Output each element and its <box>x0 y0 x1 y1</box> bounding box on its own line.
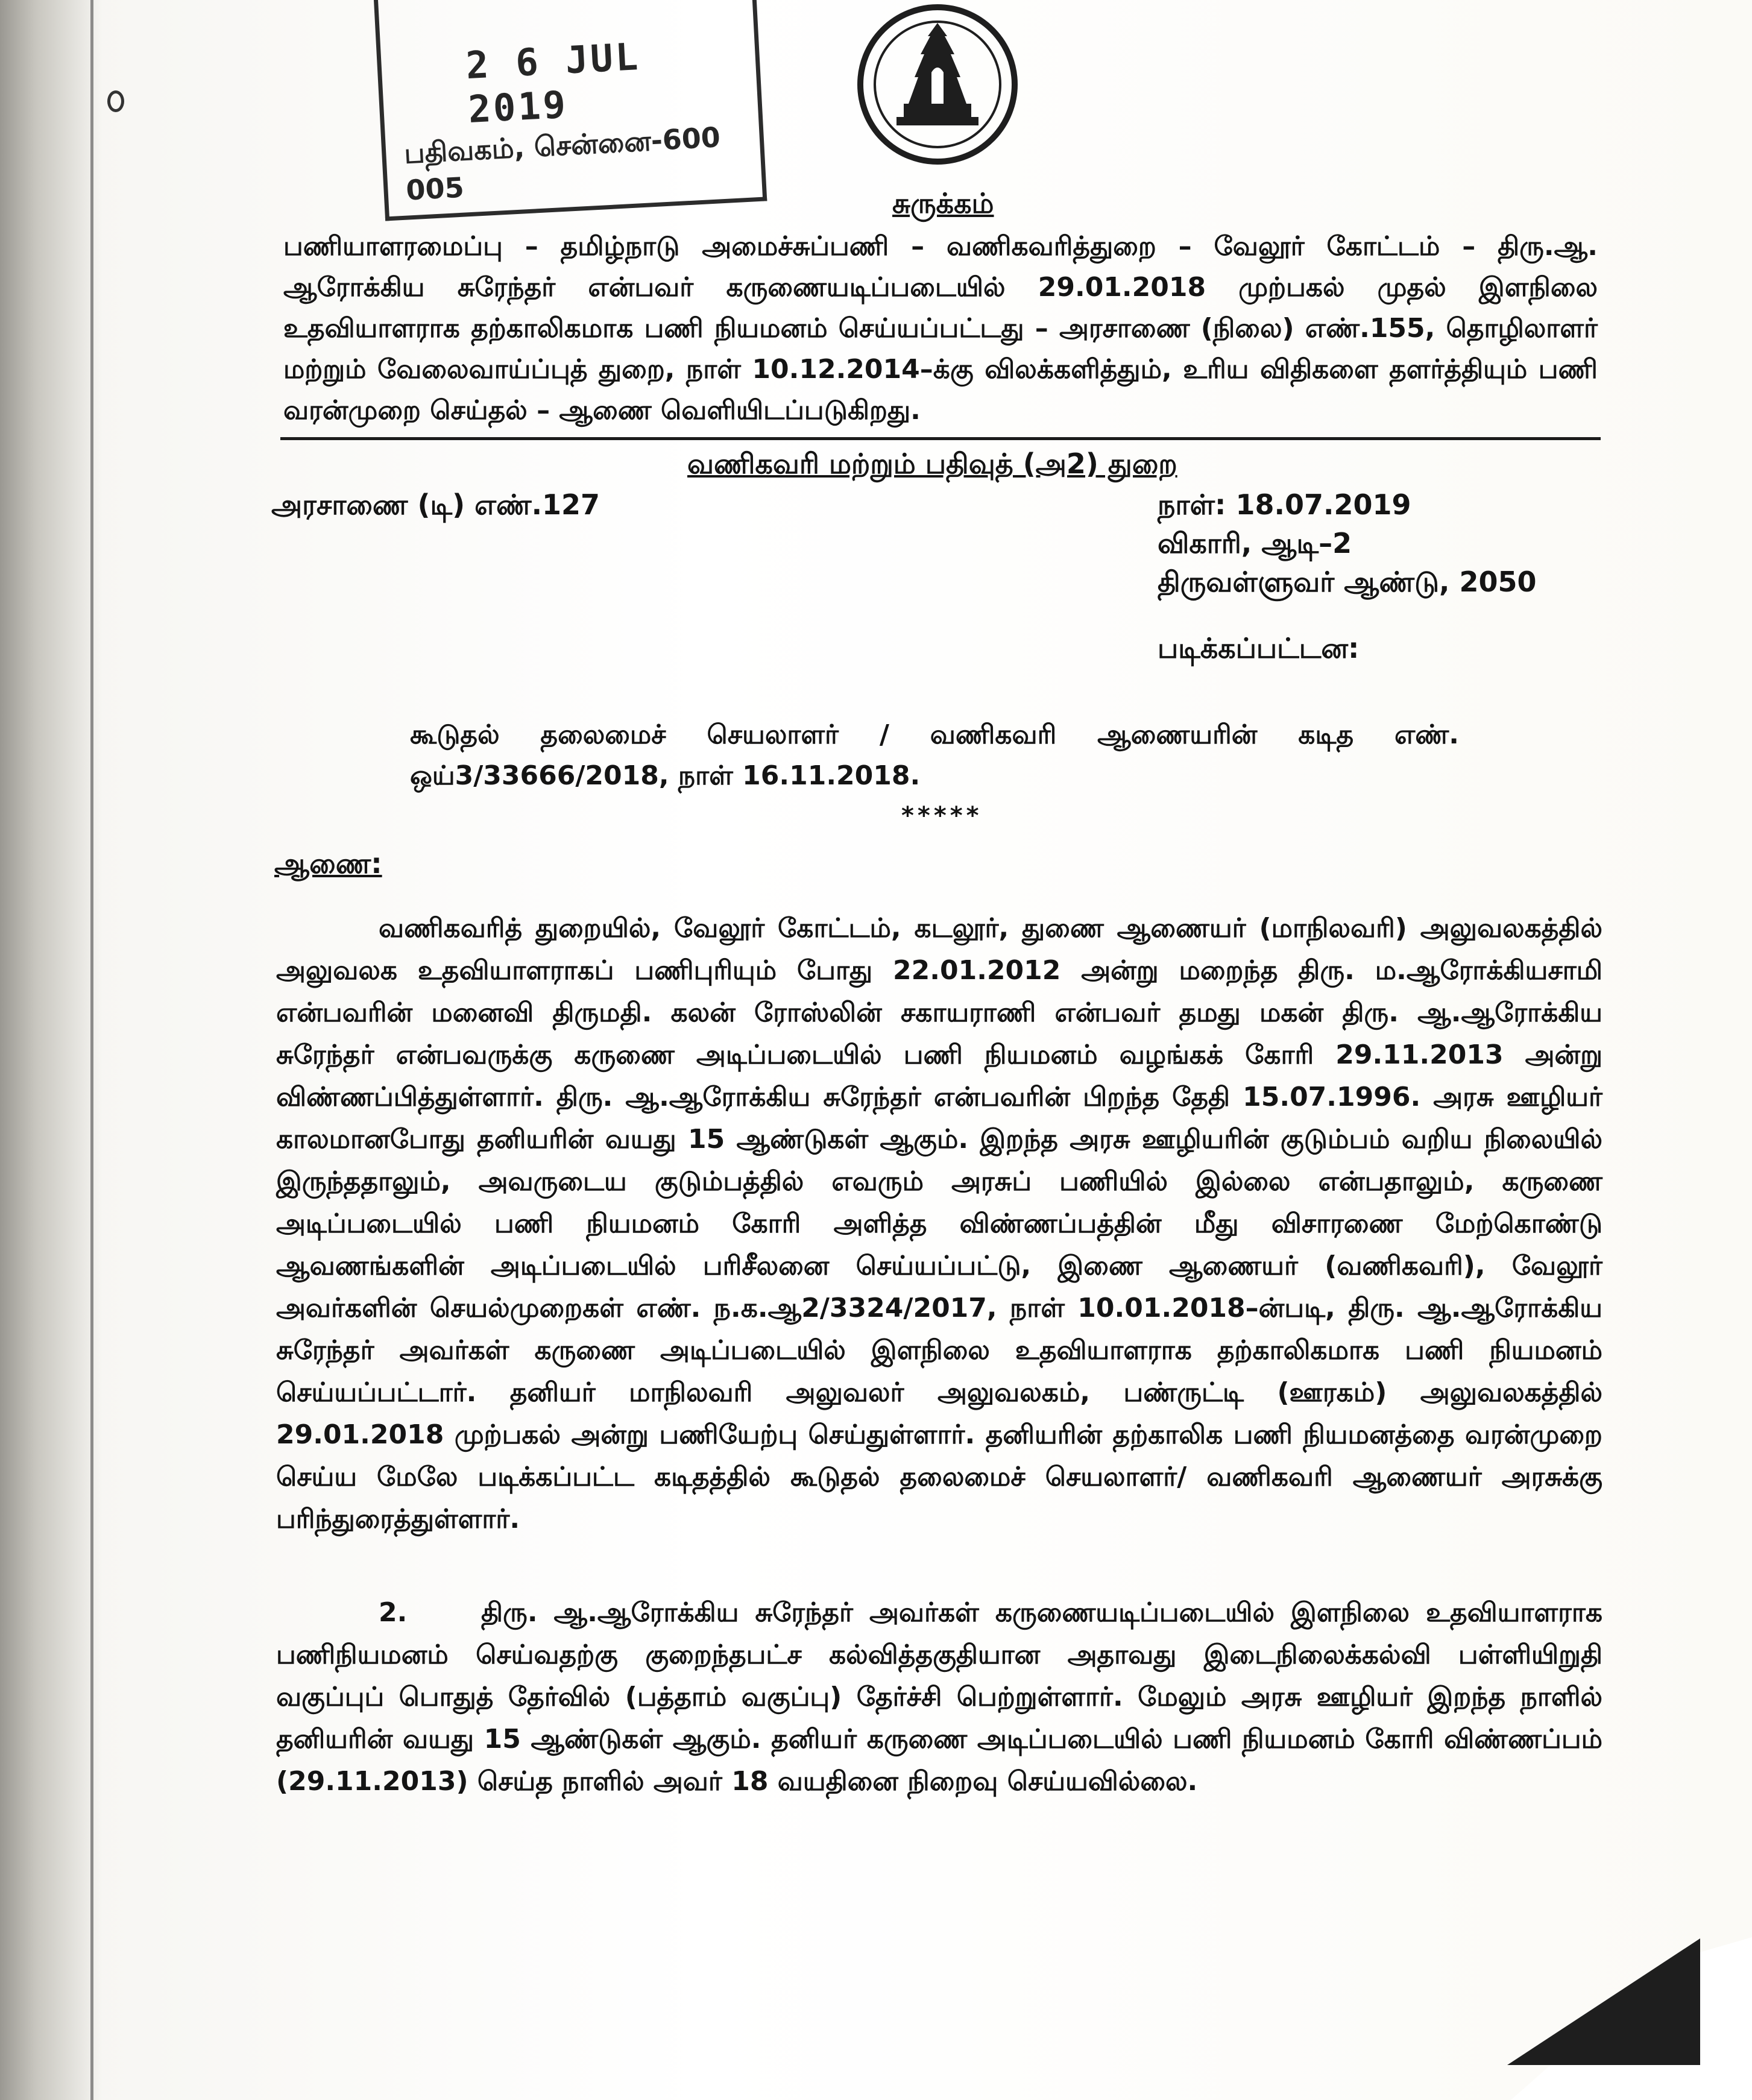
page-edge <box>90 0 93 2100</box>
tamil-month: விகாரி, ஆடி–2 <box>1158 527 1352 560</box>
scan-shadow <box>0 0 102 2100</box>
page-corner-shadow <box>1507 1938 1700 2065</box>
read-label: படிக்கப்பட்டன: <box>1158 632 1360 664</box>
thiruvalluvar-year: திருவள்ளுவர் ஆண்டு, 2050 <box>1158 566 1537 598</box>
department-name: வணிகவரி மற்றும் பதிவுத் (அ2) துறை <box>687 447 1177 480</box>
paragraph-2 <box>276 1592 1602 1803</box>
paragraph-2-text: திரு. ஆ.ஆரோக்கிய சுரேந்தர் அவர்கள் கருணையடிப்படையில் இளநிலை உதவியாளராக பணிநியமனம் செய்வதற்கு குறைந்தபட்ச கல்வித்தகுதியான அதாவது இடைநிலைக்கல்வி பள்ளியிறுதி வகுப்புப் பொதுத் தேர்வில் (பத்தாம் வகுப்பு) தேர்ச்சி பெற்றுள்ளார். மேலும் அரசு ஊழியர் இறந்த நாளில் தனியரின் வயது 15 ஆண்டுகள் ஆகும். தனியர் கருணை அடிப்படையில் பணி நியமனம் கோரி விண்ணப்பம் (29.11.2013) செய்த நாளில் அவர் 18 வயதினை நிறைவு செய்யவில்லை. <box>276 1597 1602 1797</box>
paragraph-2-number: 2. <box>379 1597 408 1628</box>
order-heading: ஆணை: <box>274 847 382 880</box>
state-emblem-icon <box>841 0 1034 181</box>
punch-hole-mark <box>107 90 124 112</box>
subject-paragraph: பணியாளரமைப்பு – தமிழ்நாடு அமைச்சுப்பணி – வணிகவரித்துறை – வேலூர் கோட்டம் – திரு.ஆ. ஆரோக்கிய சுரேந்தர் என்பவர் கருணையடிப்படையில் 29.01.2018 முற்பகல் முதல் இளநிலை உதவியாளராக தற்காலிகமாக பணி நியமனம் செய்யப்பட்டது – அரசாணை (நிலை) எண்.155, தொழிலாளர் மற்றும் வேலைவாய்ப்புத் துறை, நாள் 10.12.2014–க்கு விலக்களித்தும், உரிய விதிகளை தளர்த்தியும் பணி வரன்முறை செய்தல் – ஆணை வெளியிடப்படுகிறது. <box>283 231 1598 426</box>
stamp-date: 2 6 JUL 2019 <box>464 34 641 131</box>
order-date: நாள்: 18.07.2019 <box>1158 488 1411 521</box>
date-block <box>1158 485 1537 601</box>
received-stamp <box>374 0 767 221</box>
paragraph-1: வணிகவரித் துறையில், வேலூர் கோட்டம், கடலூர், துணை ஆணையர் (மாநிலவரி) அலுவலகத்தில் அலுவலக உதவியாளராகப் பணிபுரியும் போது 22.01.2012 அன்று மறைந்த திரு. ம.ஆரோக்கியசாமி என்பவரின் மனைவி திருமதி. கலன் ரோஸ்லின் சகாயராணி என்பவர் தமது மகன் திரு. ஆ.ஆரோக்கிய சுரேந்தர் என்பவருக்கு கருணை அடிப்படையில் பணி நியமனம் வழங்கக் கோரி 29.11.2013 அன்று விண்ணப்பித்துள்ளார். திரு. ஆ.ஆரோக்கிய சுரேந்தர் என்பவரின் பிறந்த தேதி 15.07.1996. அரசு ஊழியர் காலமானபோது தனியரின் வயது 15 ஆண்டுகள் ஆகும். இறந்த அரசு ஊழியரின் குடும்பம் வறிய நிலையில் இருந்ததாலும், அவருடைய குடும்பத்தில் எவரும் அரசுப் பணியில் இல்லை என்பதாலும், கருணை அடிப்படையில் பணி நியமனம் கோரி அளித்த விண்ணப்பத்தின் மீது விசாரணை மேற்கொண்டு ஆவணங்களின் அடிப்படையில் பரிசீலனை செய்யப்பட்டு, இணை ஆணையர் (வணிகவரி), வேலூர் அவர்களின் செயல்முறைகள் எண். ந.க.ஆ2/3324/2017, நாள் 10.01.2018–ன்படி, திரு. ஆ.ஆரோக்கிய சுரேந்தர் அவர்கள் கருணை அடிப்படையில் இளநிலை உதவியாளராக தற்காலிகமாக பணி நியமனம் செய்யப்பட்டார். தனியர் மாநிலவரி அலுவலர் அலுவலகம், பண்ருட்டி (ஊரகம்) அலுவலகத்தில் 29.01.2018 முற்பகல் அன்று பணியேற்பு செய்துள்ளார். தனியரின் தற்காலிக பணி நியமனத்தை வரன்முறை செய்ய மேலே படிக்கப்பட்ட கடிதத்தில் கூடுதல் தலைமைச் செயலாளர்/ வணிகவரி ஆணையர் அரசுக்கு பரிந்துரைத்துள்ளார். <box>276 913 1602 1534</box>
stamp-office: பதிவகம், சென்னை-600 005 <box>403 121 722 207</box>
reference-letter: கூடுதல் தலைமைச் செயலாளர் / வணிகவரி ஆணையரின் கடித எண். ஒய்3/33666/2018, நாள் 16.11.2018. <box>410 719 1459 791</box>
separator-stars: ***** <box>901 802 983 830</box>
divider-line <box>280 437 1601 440</box>
go-number: அரசாணை (டி) எண்.127 <box>271 488 600 521</box>
document-title: சுருக்கம் <box>892 187 994 219</box>
